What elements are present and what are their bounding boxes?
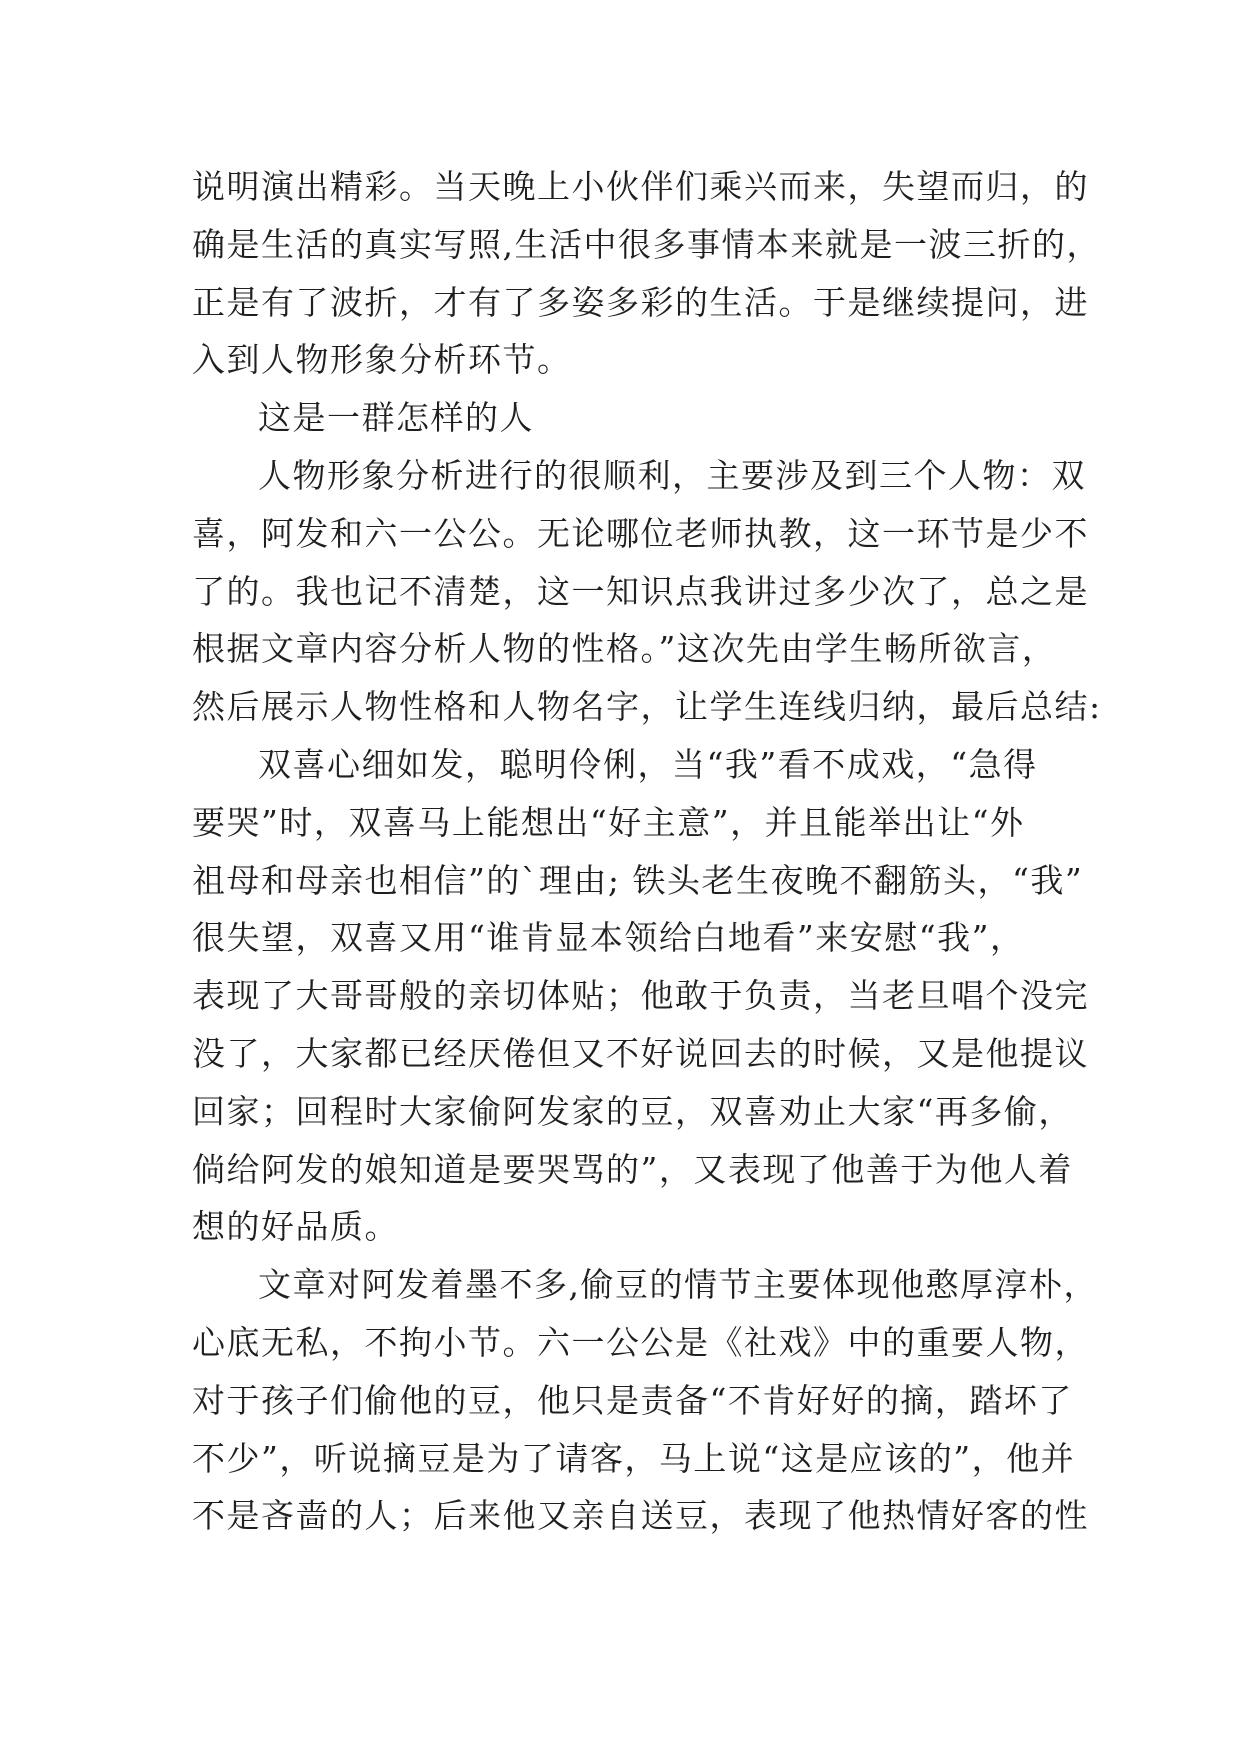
text-line: 要哭”时，双喜马上能想出“好主意”，并且能举出让“外 (192, 802, 1025, 842)
text-line: 倘给阿发的娘知道是要哭骂的”，又表现了他善于为他人着 (192, 1149, 1073, 1189)
text-line: 人物形象分析进行的很顺利，主要涉及到三个人物：双 (258, 455, 1086, 495)
text-line: 心底无私，不拘小节。六一公公是《社戏》中的重要人物， (192, 1322, 1089, 1362)
text-line: 想的好品质。 (192, 1207, 399, 1247)
text-line: 不少”，听说摘豆是为了请客，马上说“这是应该的”，他并 (192, 1438, 1076, 1478)
body-text (192, 158, 1102, 1545)
text-line: 不是吝啬的人；后来他又亲自送豆，表现了他热情好客的性 (192, 1496, 1089, 1536)
text-line: 确是生活的真实写照,生活中很多事情本来就是一波三折的， (192, 224, 1101, 264)
text-line: 没了，大家都已经厌倦但又不好说回去的时候，又是他提议 (192, 1033, 1089, 1073)
text-line: 祖母和母亲也相信”的`理由; 铁头老生夜晚不翻筋头，“我” (192, 860, 1084, 900)
text-line: 表现了大哥哥般的亲切体贴；他敢于负责，当老旦唱个没完 (192, 976, 1089, 1016)
text-line: 回家；回程时大家偷阿发家的豆，双喜劝止大家“再多偷， (192, 1091, 1073, 1131)
text-line: 对于孩子们偷他的豆，他只是责备“不肯好好的摘，踏坏了 (192, 1380, 1073, 1420)
text-line: 然后展示人物性格和人物名字，让学生连线归纳，最后总结: (192, 687, 1102, 727)
text-line: 文章对阿发着墨不多,偷豆的情节主要体现他憨厚淳朴， (258, 1265, 1098, 1305)
text-line: 根据文章内容分析人物的性格。”这次先由学生畅所欲言， (192, 629, 1057, 669)
text-line: 入到人物形象分析环节。 (192, 340, 572, 380)
text-line: 喜，阿发和六一公公。无论哪位老师执教，这一环节是少不 (192, 513, 1089, 553)
text-line: 了的。我也记不清楚，这一知识点我讲过多少次了，总之是 (192, 571, 1089, 611)
text-line: 说明演出精彩。当天晚上小伙伴们乘兴而来，失望而归，的 (192, 167, 1089, 206)
text-line: 很失望，双喜又用“谁肯显本领给白地看”来安慰“我”， (192, 918, 1025, 958)
section-heading: 这是一群怎样的人 (258, 398, 534, 438)
text-line: 双喜心细如发，聪明伶俐，当“我”看不成戏，“急得 (258, 744, 1038, 784)
text-line: 正是有了波折，才有了多姿多彩的生活。于是继续提问，进 (192, 282, 1089, 322)
